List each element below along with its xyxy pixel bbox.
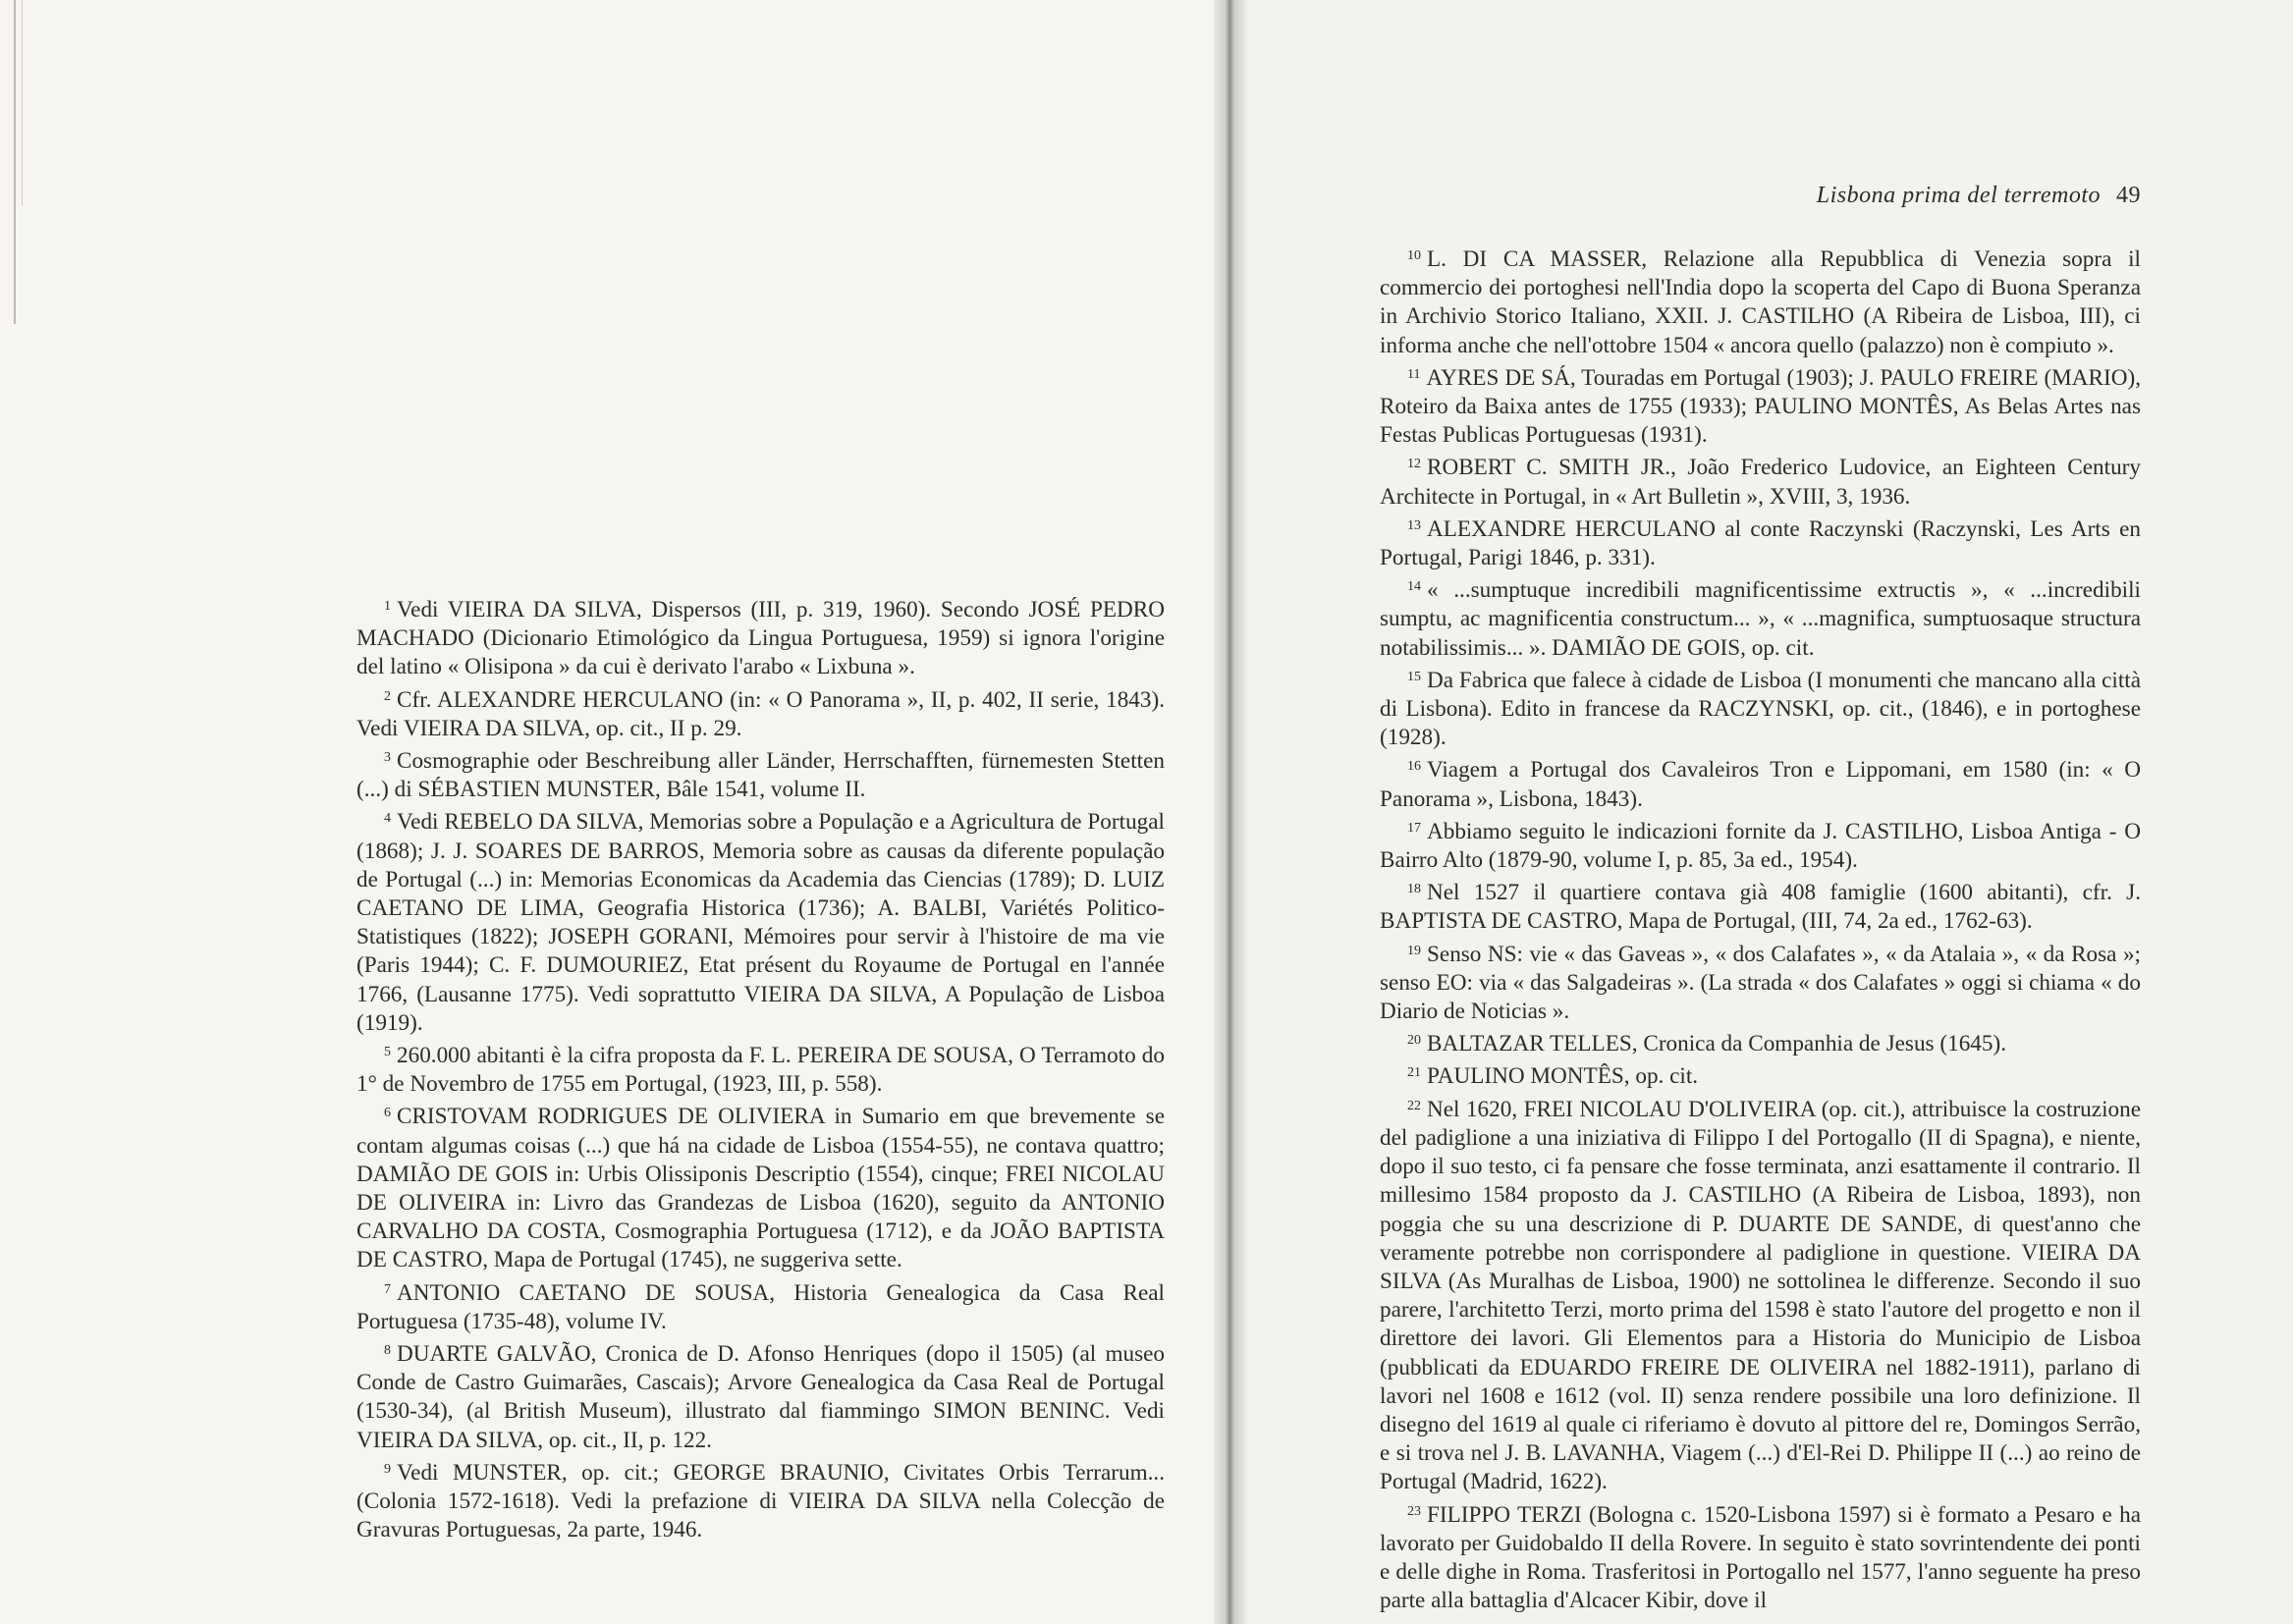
footnote-1 [356,592,1165,682]
footnote-text: Vedi VIEIRA DA SILVA, Dispersos (III, p. 319, 1960). Secondo JOSÉ PEDRO MACHADO (Dicionario Etimológico da Lingua Portuguesa, 1959) si ignora l'origine del latino « Olisipona » da cui è derivato l'arabo « Lixbuna ». [356,597,1165,680]
footnote-text: BALTAZAR TELLES, Cronica da Companhia de Jesus (1645). [1427,1031,2006,1057]
footnote-number: 7 [384,1281,391,1297]
footnote-number: 14 [1407,579,1421,595]
footnote-3 [356,743,1165,804]
footnote-23 [1380,1497,2141,1616]
running-header-title: Lisbona prima del terremoto [1816,183,2101,208]
page-number: 49 [2116,183,2141,208]
footnote-19 [1380,937,2141,1027]
footnote-text: « ...sumptuque incredibili magnificentissime extructis », « ...incredibili sumptu, ac magnificentia constructum... », « ...magnifica, sumptuosaque structura notabilissimis... ». DAMIÃO DE GOIS, op. cit. [1380,577,2141,661]
footnote-text: L. DI CA MASSER, Relazione alla Repubblica di Venezia sopra il commercio dei portoghesi nell'India dopo la scoperta del Capo di Buona Speranza in Archivio Storico Italiano, XXII. J. CASTILHO (A Ribeira de Lisboa, III), ci informa anche che nell'ottobre 1504 « ancora quello (palazzo) non è compiuto ». [1380,246,2141,358]
footnote-text: Senso NS: vie « das Gaveas », « dos Calafates », « da Atalaia », « da Rosa »; senso EO: via « das Salgadeiras ». (La strada « dos Calafates » oggi si chiama « do Diario de Noticias ». [1380,941,2141,1025]
footnote-12 [1380,450,2141,511]
footnote-number: 16 [1407,759,1421,775]
footnote-text: 260.000 abitanti è la cifra proposta da F. L. PEREIRA DE SOUSA, O Terramoto do 1° de Novembro de 1755 em Portugal, (1923, III, p. 558). [356,1043,1165,1098]
footnote-text: Nel 1620, FREI NICOLAU D'OLIVEIRA (op. cit.), attribuisce la costruzione del padiglione a una iniziativa di Filippo I del Portogallo (II di Spagna), e niente, dopo il suo testo, ci fa pensare che fosse terminata, anzi esattamente il contrario. Il millesimo 1584 proposto da J. CASTILHO (A Ribeira de Lisboa, 1893), non poggia che su una descrizione di P. DUARTE DE SANDE, di quest'anno che veramente potrebbe non corrispondere al padiglione in questione. VIEIRA DA SILVA (As Muralhas de Lisboa, 1900) ne sottolinea le differenze. Secondo il suo parere, l'architetto Terzi, morto prima del 1598 è stato l'autore del progetto e non il direttore dei lavori. Gli Elementos para a Historia do Municipio de Lisboa (pubblicati da EDUARDO FREIRE DE OLIVEIRA nel 1882-1911), parlano di lavori nel 1608 e 1612 (vol. II) senza rendere possibile una loro definizione. Il disegno del 1619 al quale ci riferiamo è dovuto al pittore del re, Domingos Serrão, e si trova nel J. B. LAVANHA, Viagem (...) d'El-Rei D. Philippe II (...) ao reino de Portugal (Madrid, 1622). [1380,1096,2141,1495]
footnote-number: 2 [384,688,391,704]
footnote-number: 6 [384,1106,391,1121]
footnote-text: Abbiamo seguito le indicazioni fornite da J. CASTILHO, Lisboa Antiga - O Bairro Alto (1879-90, volume I, p. 85, 3a ed., 1954). [1380,818,2141,874]
footnote-text: FILIPPO TERZI (Bologna c. 1520-Lisbona 1597) si è formato a Pesaro e ha lavorato per Guidobaldo II della Rovere. In seguito è stato sovrintendente dei ponti e delle dighe in Roma. Trasferitosi in Portogallo nel 1577, l'anno seguente ha preso parte alla battaglia d'Alcacer Kibir, dove il [1380,1501,2141,1614]
footnote-text: Cfr. ALEXANDRE HERCULANO (in: « O Panorama », II, p. 402, II serie, 1843). Vedi VIEIRA DA SILVA, op. cit., II p. 29. [356,686,1165,741]
footnote-text: Nel 1527 il quartiere contava già 408 famiglie (1600 abitanti), cfr. J. BAPTISTA DE CASTRO, Mapa de Portugal, (III, 74, 2a ed., 1762-63). [1380,880,2141,935]
footnote-text: Da Fabrica que falece à cidade de Lisboa (I monumenti che mancano alla città di Lisbona). Edito in francese da RACZYNSKI, op. cit., (1846), e in portoghese (1928). [1380,667,2141,751]
footnote-number: 17 [1407,820,1421,836]
footnote-4 [356,804,1165,1038]
footnote-text: PAULINO MONTÊS, op. cit. [1427,1063,1699,1090]
footnote-17 [1380,814,2141,875]
footnote-number: 10 [1407,248,1421,263]
footnote-text: DUARTE GALVÃO, Cronica de D. Afonso Henriques (dopo il 1505) (al museo Conde de Castro Guimarães, Cascais); Arvore Genealogica da Casa Real de Portugal (1530-34), (al British Museum), illustrato dal fiammingo SIMON BENINC. Vedi VIEIRA DA SILVA, op. cit., II, p. 122. [356,1341,1165,1453]
footnote-21 [1380,1058,2141,1091]
footnote-6 [356,1099,1165,1274]
footnote-9 [356,1455,1165,1545]
footnote-number: 18 [1407,882,1421,897]
footnote-8 [356,1336,1165,1455]
footnote-number: 11 [1407,366,1421,382]
footnote-13 [1380,512,2141,572]
footnote-15 [1380,663,2141,753]
footnote-16 [1380,752,2141,813]
footnote-number: 21 [1407,1065,1421,1081]
footnote-number: 9 [384,1461,391,1477]
footnote-text: Cosmographie oder Beschreibung aller Länder, Herrschafften, fürnemesten Stetten (...) di SÉBASTIEN MUNSTER, Bâle 1541, volume II. [356,748,1165,803]
footnote-text: Viagem a Portugal dos Cavaleiros Tron e Lippomani, em 1580 (in: « O Panorama », Lisbona, 1843). [1380,757,2141,812]
book-gutter [1214,0,1247,1624]
footnote-number: 8 [384,1343,391,1359]
footnote-text: Vedi REBELO DA SILVA, Memorias sobre a População e a Agricultura de Portugal (1868); J. J. SOARES DE BARROS, Memoria sobre as causas da diferente população de Portugal (...) in: Memorias Economicas da Academia das Ciencias (1789); D. LUIZ CAETANO DE LIMA, Geografia Historica (1736); A. BALBI, Variétés Politico-Statistiques (1822); JOSEPH GORANI, Mémoires pour servir à l'histoire de ma vie (Paris 1944); C. F. DUMOURIEZ, Etat présent du Royaume de Portugal en l'année 1766, (Lausanne 1775). Vedi soprattutto VIEIRA DA SILVA, A População de Lisboa (1919). [356,809,1165,1036]
footnote-text: ALEXANDRE HERCULANO al conte Raczynski (Raczynski, Les Arts en Portugal, Parigi 1846, p. 331). [1380,515,2141,571]
footnote-11 [1380,360,2141,451]
footnote-text: CRISTOVAM RODRIGUES DE OLIVIERA in Sumario em que brevemente se contam algumas coisas (...) que há na cidade de Lisboa (1554-55), ne contava quattro; DAMIÃO DE GOIS in: Urbis Olissiponis Descriptio (1554), cinque; FREI NICOLAU DE OLIVEIRA in: Livro das Grandezas de Lisboa (1620), seguito da ANTONIO CARVALHO DA COSTA, Cosmographia Portuguesa (1712), e da JOÃO BAPTISTA DE CASTRO, Mapa de Portugal (1745), ne suggeriva sette. [356,1104,1165,1273]
footnote-text: ANTONIO CAETANO DE SOUSA, Historia Genealogica da Casa Real Portuguesa (1735-48), volume IV. [356,1279,1165,1334]
footnote-number: 20 [1407,1033,1421,1049]
footnote-7 [356,1275,1165,1336]
footnote-number: 22 [1407,1098,1421,1113]
footnote-number: 3 [384,750,391,766]
footnote-number: 12 [1407,457,1421,472]
footnote-20 [1380,1026,2141,1058]
page-edge-mark [14,0,16,324]
footnote-number: 5 [384,1045,391,1060]
page-edge-mark-secondary [22,0,23,206]
footnote-text: Vedi MUNSTER, op. cit.; GEORGE BRAUNIO, Civitates Orbis Terrarum... (Colonia 1572-1618). Vedi la prefazione di VIEIRA DA SILVA nella Colecção de Gravuras Portuguesas, 2a parte, 1946. [356,1459,1165,1543]
footnote-number: 19 [1407,943,1421,958]
footnote-5 [356,1038,1165,1099]
footnote-10 [1380,242,2141,360]
footnote-number: 4 [384,811,391,827]
footnote-text: AYRES DE SÁ, Touradas em Portugal (1903); J. PAULO FREIRE (MARIO), Roteiro da Baixa antes de 1755 (1933); PAULINO MONTÊS, As Belas Artes nas Festas Publicas Portuguesas (1931). [1380,364,2141,449]
footnote-2 [356,682,1165,743]
footnotes-left-column [356,592,1165,1545]
footnote-number: 13 [1407,517,1421,533]
footnote-number: 15 [1407,669,1421,684]
footnote-number: 1 [384,599,391,614]
footnote-22 [1380,1092,2141,1497]
footnote-14 [1380,572,2141,663]
footnotes-right-column [1380,242,2141,1615]
running-header [1380,183,2141,209]
footnote-number: 23 [1407,1503,1421,1519]
footnote-text: ROBERT C. SMITH JR., João Frederico Ludovice, an Eighteen Century Architecte in Portugal, in « Art Bulletin », XVIII, 3, 1936. [1380,455,2141,510]
footnote-18 [1380,875,2141,936]
